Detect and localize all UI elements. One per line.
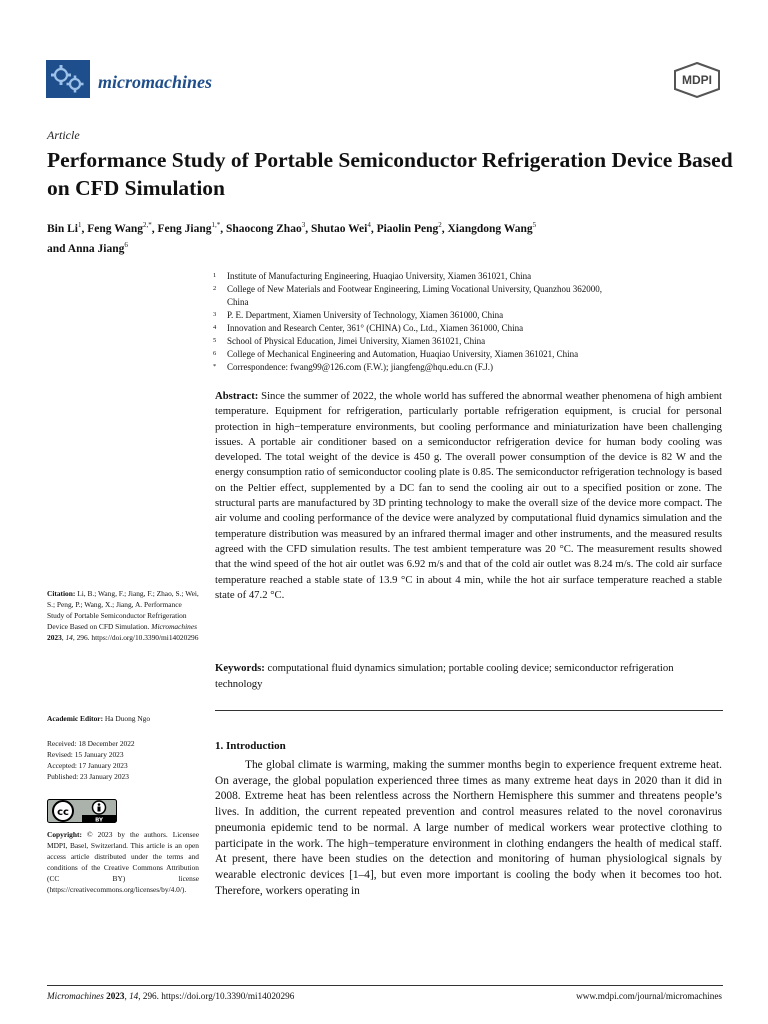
received-date: Received: 18 December 2022 <box>47 739 135 748</box>
author-name: Anna Jiang <box>67 243 125 256</box>
keywords <box>215 660 722 692</box>
published-date: Published: 23 January 2023 <box>47 772 129 782</box>
author-affil-mark: 2 <box>438 221 442 229</box>
author-name: Shaocong Zhao <box>225 222 302 235</box>
cc-by-license-icon[interactable] <box>47 799 117 823</box>
footer-divider <box>47 985 723 986</box>
citation-label: Citation: <box>47 589 76 598</box>
footer-citation: Micromachines 2023, 14, 296. https://doi.org/10.3390/mi14020296 <box>47 991 295 1001</box>
abstract-label: Abstract: <box>215 390 259 402</box>
affiliation-text: College of Mechanical Engineering and Automation, Huaqiao University, Xiamen 361021, China <box>227 349 579 359</box>
affiliation-list <box>213 270 733 374</box>
affiliation-item <box>213 348 733 361</box>
article-title: Performance Study of Portable Semiconductor Refrigeration Device Based on CFD Simulation <box>47 148 733 200</box>
accepted-date: Accepted: 17 January 2023 <box>47 761 128 771</box>
editor-name: Ha Duong Ngo <box>104 714 151 723</box>
footer-journal: Micromachines <box>47 991 104 1001</box>
article-type: Article <box>47 128 80 142</box>
academic-editor <box>47 713 150 724</box>
abstract-text: Since the summer of 2022, the whole world has suffered the abnormal weather phenomena of high ambient temperature. Equipment for refrigeration, particularly portable refrigeration equipment, is crucial for personal protection in high−temperature environments, but cooling performance and miniaturization have been challenging issues. A portable air conditioner based on a semiconductor refrigeration device for human body cooling was developed. The total weight of the device is 450 g. The overall power consumption of the device is 82 W and the energy consumption ratio of semiconductor cooling plate is 0.85. The semiconductor refrigeration technology is based on the Peltier effect, supplemented by a DC fan to send the cooling air out to a specified position or zone. The structural parts are manufactured by 3D printing technology to make the overall size of the device more compact. The air volume and cooling performance of the device were analyzed by computational fluid dynamics simulation and the temperature distribution was measured by an infrared thermal imager and other instruments, and the measured results agreed with the CFD simulation results. The test ambient temperature was 20 °C. The measurement results showed that the wind speed of the hot air outlet was 6.92 m/s and that of the cold air outlet was 8.24 m/s. The cold air surface temperature reached a stable state of 13.9 °C in about 4 min, while the hot air surface temperature reached a stable state of 47.2 °C. <box>215 390 723 601</box>
mdpi-logo <box>672 62 722 98</box>
author-name: Shutao Wei <box>310 222 368 235</box>
affiliation-item <box>213 309 733 322</box>
editor-label: Academic Editor: <box>47 714 104 723</box>
citation-block: Citation: Li, B.; Wang, F.; Jiang, F.; Zhao, S.; Wei, S.; Peng, P.; Wang, X.; Jiang, A. Performance Study of Portable Semiconductor Refrigeration Device Based on CFD Simulation. Micromachines 2023, 14, 296. https://doi.org/10.3390/mi14020296 <box>47 589 199 643</box>
abstract <box>215 389 722 603</box>
author-name: Piaolin Peng <box>376 222 439 235</box>
author-affil-mark: 6 <box>124 241 128 250</box>
copyright-notice <box>47 829 199 896</box>
footer-journal-url[interactable]: www.mdpi.com/journal/micromachines <box>576 991 722 1001</box>
affiliation-text: School of Physical Education, Jimei University, Xiamen 361021, China <box>227 336 486 346</box>
copyright-label: Copyright: <box>47 830 82 839</box>
journal-name: micromachines <box>98 72 213 92</box>
affiliation-item <box>213 322 733 335</box>
author-list: Bin Li$^1$, Feng Wang$^{2,*}$, Feng Jiang$^{1,*}$, Shaocong Zhao$^3$, Shutao Wei$^4$, Piaolin Peng$^2$, Xiangdong Wang$^5$ and Anna Jiang$^6$ <box>47 221 537 256</box>
correspondence-item <box>213 361 733 374</box>
affiliation-item <box>213 335 733 348</box>
author-name: Xiangdong Wang <box>447 222 533 235</box>
page-header <box>46 60 722 104</box>
section-divider <box>215 710 723 711</box>
citation-volume: 14 <box>65 633 73 643</box>
author-affil-mark: 2,* <box>142 221 152 229</box>
gears-icon <box>46 60 90 98</box>
author-name: Feng Wang <box>87 222 143 235</box>
citation-journal: Micromachines <box>151 622 197 632</box>
author-affil-mark: 1,* <box>211 221 221 229</box>
citation-text: Li, B.; Wang, F.; Jiang, F.; Zhao, S.; Wei, S.; Peng, P.; Wang, X.; Jiang, A. Performance Study of Portable Semiconductor Refrigeration Device Based on CFD Simulation. <box>47 589 199 632</box>
svg-text:MDPI: MDPI <box>682 73 712 87</box>
affiliation-number: 3 <box>213 311 217 318</box>
footer-doi[interactable]: , 296. https://doi.org/10.3390/mi14020296 <box>138 991 295 1001</box>
copyright-text: © 2023 by the authors. Licensee MDPI, Basel, Switzerland. This article is an open access article distributed under the terms and conditions of the Creative Commons Attribution (CC BY) license (https://creativecommons.org/licenses/by/4.0/). <box>47 830 199 895</box>
affiliation-number: 1 <box>213 272 217 279</box>
affiliation-number: 6 <box>213 350 217 357</box>
correspondence-text: Correspondence: fwang99@126.com (F.W.); jiangfeng@hqu.edu.cn (F.J.) <box>227 362 493 372</box>
affiliation-text: P. E. Department, Xiamen University of Technology, Xiamen 361000, China <box>227 310 504 320</box>
citation-doi-link[interactable]: https://doi.org/10.3390/mi14020296 <box>91 633 199 643</box>
keywords-label: Keywords: <box>215 662 265 674</box>
affiliation-number: * <box>213 363 217 370</box>
affiliation-item <box>213 283 617 309</box>
author-affil-mark: 5 <box>532 221 537 229</box>
publication-dates <box>47 738 135 782</box>
svg-text:cc: cc <box>57 807 69 818</box>
introduction-text: The global climate is warming, making the summer months begin to experience frequent extreme heat. On average, the global population experienced three times as many extreme heat days in 2020 than it did in 2008. Extreme heat has been relentless across the Northern Hemisphere this summer and threatens people’s lives. In addition, the current repeated prevention and control measures related to the novel coronavirus pneumonia epidemic tend to be normal. A large number of medical workers wear protective clothing to participate in the work. The high−temperature environment in clothing endangers the health of medical staff. At present, there have been studies on the detection and monitoring of human physiological signals by wearable electronic devices [1–4], but even more important is cooling the body when it becomes too hot. Therefore, workers operating in <box>215 759 722 897</box>
author-affil-mark: 4 <box>367 221 371 229</box>
affiliation-text: Institute of Manufacturing Engineering, Huaqiao University, Xiamen 361021, China <box>227 271 532 281</box>
keywords-text: computational fluid dynamics simulation; portable cooling device; semiconductor refrigeration technology <box>215 662 674 690</box>
authors-and: and <box>47 243 66 256</box>
author-affil-mark: 3 <box>301 221 306 229</box>
footer-volume: 14 <box>129 991 139 1001</box>
affiliation-number: 4 <box>213 324 217 331</box>
affiliation-number: 5 <box>213 337 217 344</box>
citation-year: 2023 <box>47 633 62 643</box>
svg-text:BY: BY <box>95 817 103 823</box>
section-heading: 1. Introduction <box>215 740 286 752</box>
affiliation-item <box>213 270 733 283</box>
revised-date: Revised: 15 January 2023 <box>47 750 124 760</box>
affiliation-text: Innovation and Research Center, 361° (CHINA) Co., Ltd., Xiamen 361000, China <box>227 323 524 333</box>
citation-pages: 296. <box>76 633 90 643</box>
author-name: Bin Li <box>47 222 79 235</box>
author-affil-mark: 1 <box>78 221 82 229</box>
footer-year: 2023 <box>106 991 125 1001</box>
affiliation-number: 2 <box>213 285 217 292</box>
author-name: Feng Jiang <box>157 222 212 235</box>
affiliation-text: College of New Materials and Footwear Engineering, Liming Vocational University, Quanzhou 362000, China <box>227 284 603 307</box>
